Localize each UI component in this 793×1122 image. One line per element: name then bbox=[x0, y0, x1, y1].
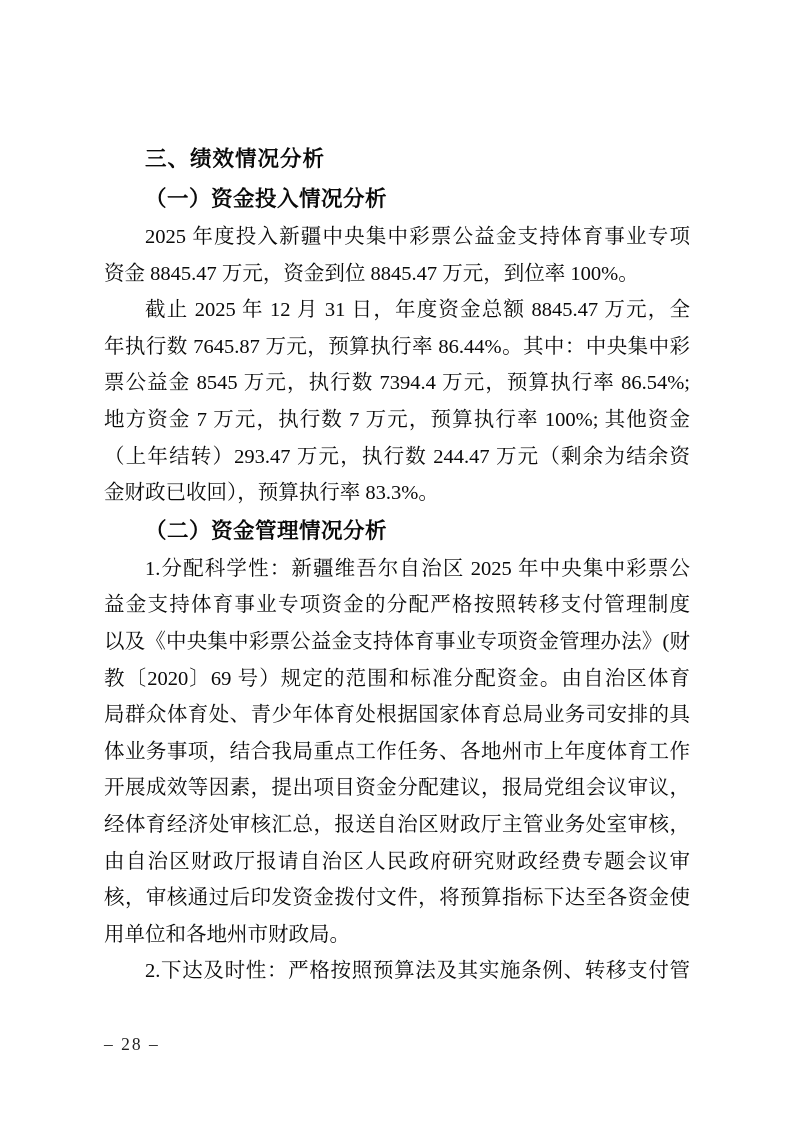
text-line: 教〔2020〕69 号）规定的范围和标准分配资金。由自治区体育 bbox=[104, 667, 690, 690]
subsection-heading: （二）资金管理情况分析 bbox=[145, 518, 388, 543]
text-line: 金财政已收回），预算执行率 83.3%。 bbox=[104, 482, 439, 505]
text-line: 核，审核通过后印发资金拨付文件，将预算指标下达至各资金使 bbox=[104, 887, 690, 910]
text-line: 1.分配科学性：新疆维吾尔自治区 2025 年中央集中彩票公 bbox=[145, 557, 690, 580]
paragraph bbox=[104, 219, 690, 292]
text-line: 经体育经济处审核汇总，报送自治区财政厅主管业务处室审核， bbox=[104, 813, 690, 836]
text-line: 益金支持体育事业专项资金的分配严格按照转移支付管理制度 bbox=[104, 594, 690, 617]
page-number: – 28 – bbox=[104, 1034, 160, 1054]
text-line: 开展成效等因素，提出项目资金分配建议，报局党组会议审议， bbox=[104, 777, 690, 800]
text-line: 资金 8845.47 万元，资金到位 8845.47 万元，到位率 100%。 bbox=[104, 262, 639, 285]
text-line: 2.下达及时性：严格按照预算法及其实施条例、转移支付管 bbox=[145, 960, 690, 983]
text-line: 截止 2025 年 12 月 31 日，年度资金总额 8845.47 万元，全 bbox=[145, 299, 690, 322]
paragraph bbox=[104, 953, 690, 990]
text-line: 票公益金 8545 万元，执行数 7394.4 万元，预算执行率 86.54%; bbox=[104, 372, 690, 395]
paragraph bbox=[104, 551, 690, 954]
paragraph bbox=[104, 292, 690, 512]
text-line: 用单位和各地州市财政局。 bbox=[104, 923, 350, 946]
text-line: 年执行数 7645.87 万元，预算执行率 86.44%。其中：中央集中彩 bbox=[104, 335, 690, 358]
text-line: 体业务事项，结合我局重点工作任务、各地州市上年度体育工作 bbox=[104, 740, 690, 763]
text-line: 以及《中央集中彩票公益金支持体育事业专项资金管理办法》(财 bbox=[104, 630, 690, 653]
text-line: 地方资金 7 万元，执行数 7 万元，预算执行率 100%; 其他资金 bbox=[104, 408, 690, 431]
document-body bbox=[104, 140, 690, 990]
text-line: 2025 年度投入新疆中央集中彩票公益金支持体育事业专项 bbox=[145, 226, 690, 248]
section-heading: 三、绩效情况分析 bbox=[145, 147, 326, 172]
text-line: （上年结转）293.47 万元，执行数 244.47 万元（剩余为结余资 bbox=[104, 445, 690, 468]
subsection-heading: （一）资金投入情况分析 bbox=[145, 187, 388, 211]
text-line: 局群众体育处、青少年体育处根据国家体育总局业务司安排的具 bbox=[104, 704, 690, 727]
text-line: 由自治区财政厅报请自治区人民政府研究财政经费专题会议审 bbox=[104, 850, 690, 873]
